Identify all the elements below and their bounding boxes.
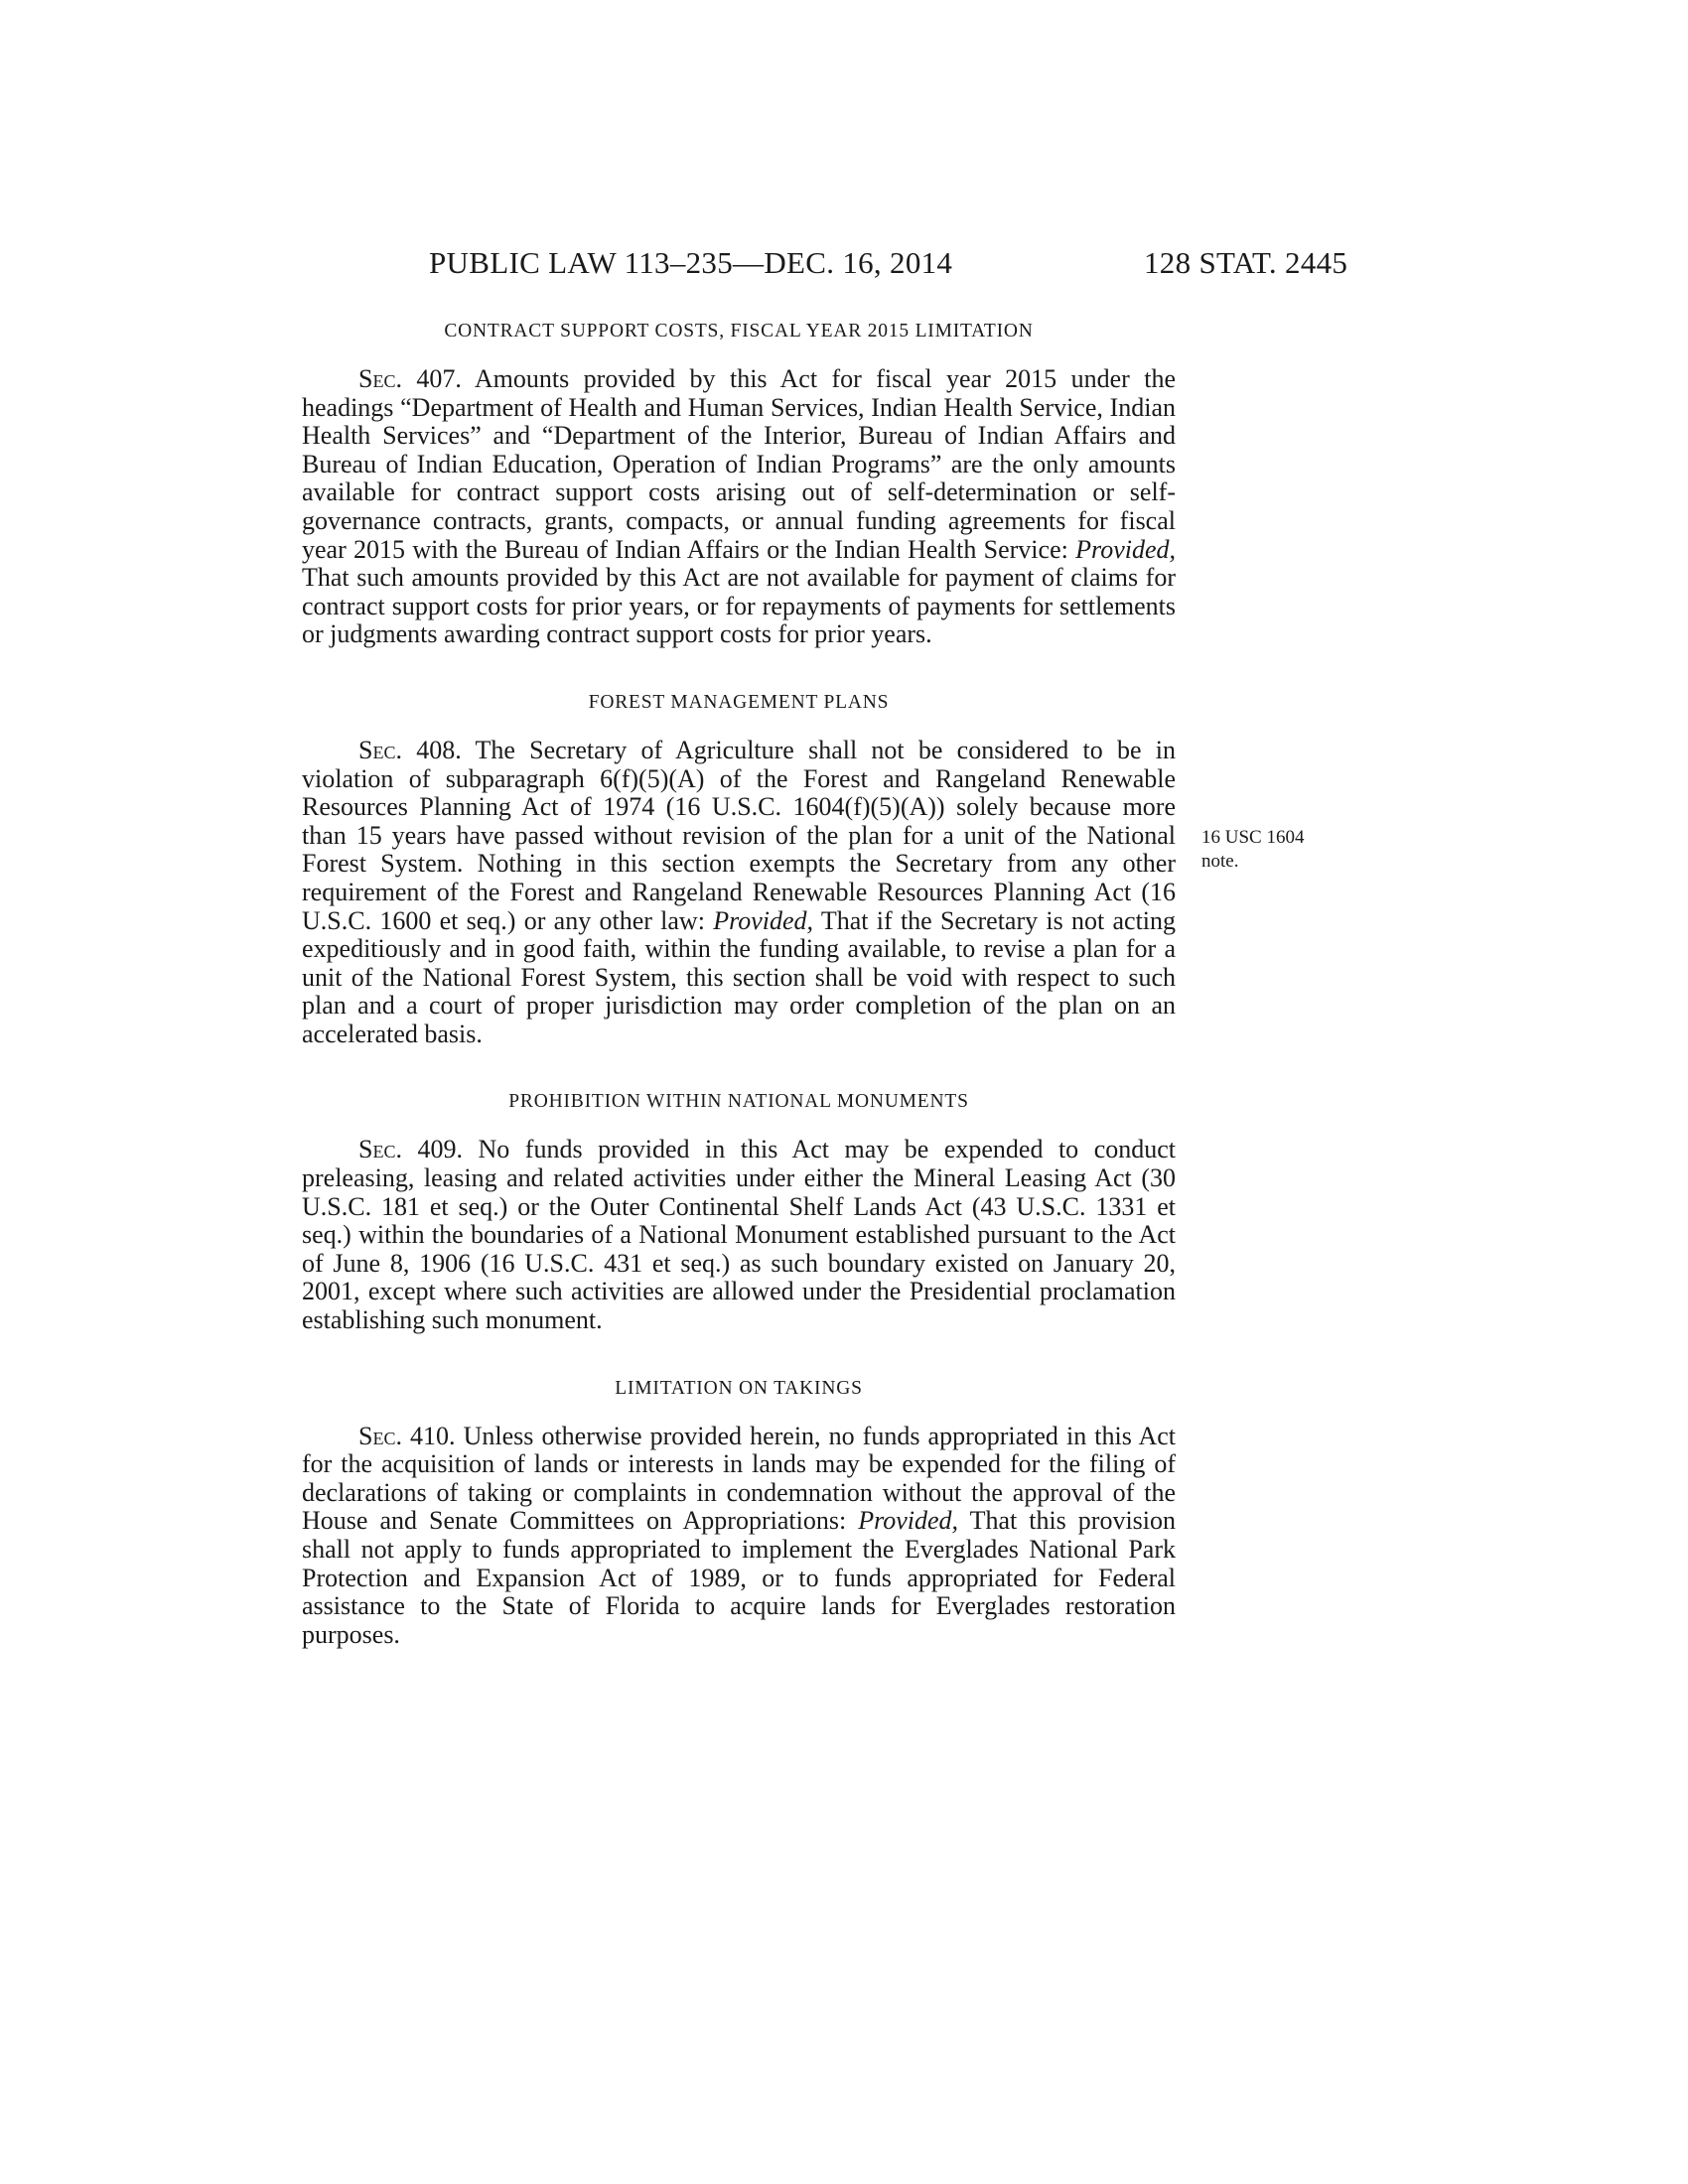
page-header-stat-reference: 128 STAT. 2445 [1144,245,1348,280]
section-408 [302,689,1176,1049]
section-407 [302,318,1176,649]
section-body-continued: That such amounts provided by this Act are not available for payment of claims for contract support costs for prior years, or for repayments of payments for settlements or judgments awarding contract support costs for prior years. [302,563,1176,649]
section-label: Sec. 408. [358,735,462,764]
section-heading: PROHIBITION WITHIN NATIONAL MONUMENTS [508,1091,969,1113]
section-409 [302,1088,1176,1334]
margin-note-suffix: note. [1201,851,1239,872]
section-heading: CONTRACT SUPPORT COSTS, FISCAL YEAR 2015 LIMITATION [444,321,1034,341]
section-heading: LIMITATION ON TAKINGS [615,1377,863,1399]
section-text [302,737,1176,1049]
page-header-title: PUBLIC LAW 113–235—DEC. 16, 2014 [429,245,953,280]
section-label: Sec. 409. [358,1135,463,1164]
section-body: No funds provided in this Act may be expended to conduct preleasing, leasing and related activities under either the Mineral Leasing Act (30 U.S.C. 181 et seq.) or the Outer Continental Shelf Lands Act (43 U.S.C. 1331 et seq.) within the boundaries of a National Monument established pursuant to the Act of June 8, 1906 (16 U.S.C. 431 et seq.) as such boundary existed on January 20, 2001, except where such activities are allowed under the Presidential proclamation establishing such monument. [302,1135,1177,1335]
section-body: The Secretary of Agriculture shall not be considered to be in violation of subparagraph 6(f)(5)(A) of the Forest and Rangeland Renewable Resources Planning Act of 1974 (16 U.S.C. 1604(f)(5)(A)) solely because more than 15 years have passed without revision of the plan for a unit of the National Forest System. Nothing in this section exempts the Secretary from any other requirement of the Forest and Rangeland Renewable Resources Planning Act (16 U.S.C. 1600 et seq.) or any other law: [302,735,1176,935]
section-body-continued: That this provision shall not apply to funds appropriated to implement the Everglades National Park Protection and Expansion Act of 1989, or to funds appropriated for Federal assistance to the State of Florida to acquire lands for Everglades restoration purposes. [302,1506,1177,1649]
section-label: Sec. 410. [358,1421,456,1450]
margin-note [1201,826,1304,874]
margin-note-citation: 16 USC 1604 [1201,827,1305,848]
section-text [302,1423,1176,1650]
section-label: Sec. 407. [358,364,462,393]
section-body-continued: That if the Secretary is not acting expeditiously and in good faith, within the funding available, to revise a plan for a unit of the National Forest System, this section shall be void with respect to such plan and a court of proper jurisdiction may order completion of the plan on an accelerated basis. [302,905,1177,1048]
proviso-term: Provided, [858,1506,959,1536]
section-body: Unless otherwise provided herein, no funds appropriated in this Act for the acquisition of lands or interests in lands may be expended for the filing of declarations of taking or complaints in condemnation without the approval of the House and Senate Committees on Appropriations: [302,1421,1177,1536]
section-text [302,365,1176,649]
section-text [302,1136,1176,1334]
document-body [302,318,1176,1649]
proviso-term: Provided, [1075,534,1176,564]
section-410 [302,1375,1176,1650]
section-heading: FOREST MANAGEMENT PLANS [588,691,890,713]
proviso-term: Provided, [713,905,814,935]
section-body: Amounts provided by this Act for fiscal year 2015 under the headings “Department of Health and Human Services, Indian Health Service, Indian Health Services” and “Department of the Interior, Bureau of Indian Affairs and Bureau of Indian Education, Operation of Indian Programs” are the only amounts available for contract support costs arising out of self-determination or self-governance contracts, grants, compacts, or annual funding agreements for fiscal year 2015 with the Bureau of Indian Affairs or the Indian Health Service: [302,364,1176,564]
